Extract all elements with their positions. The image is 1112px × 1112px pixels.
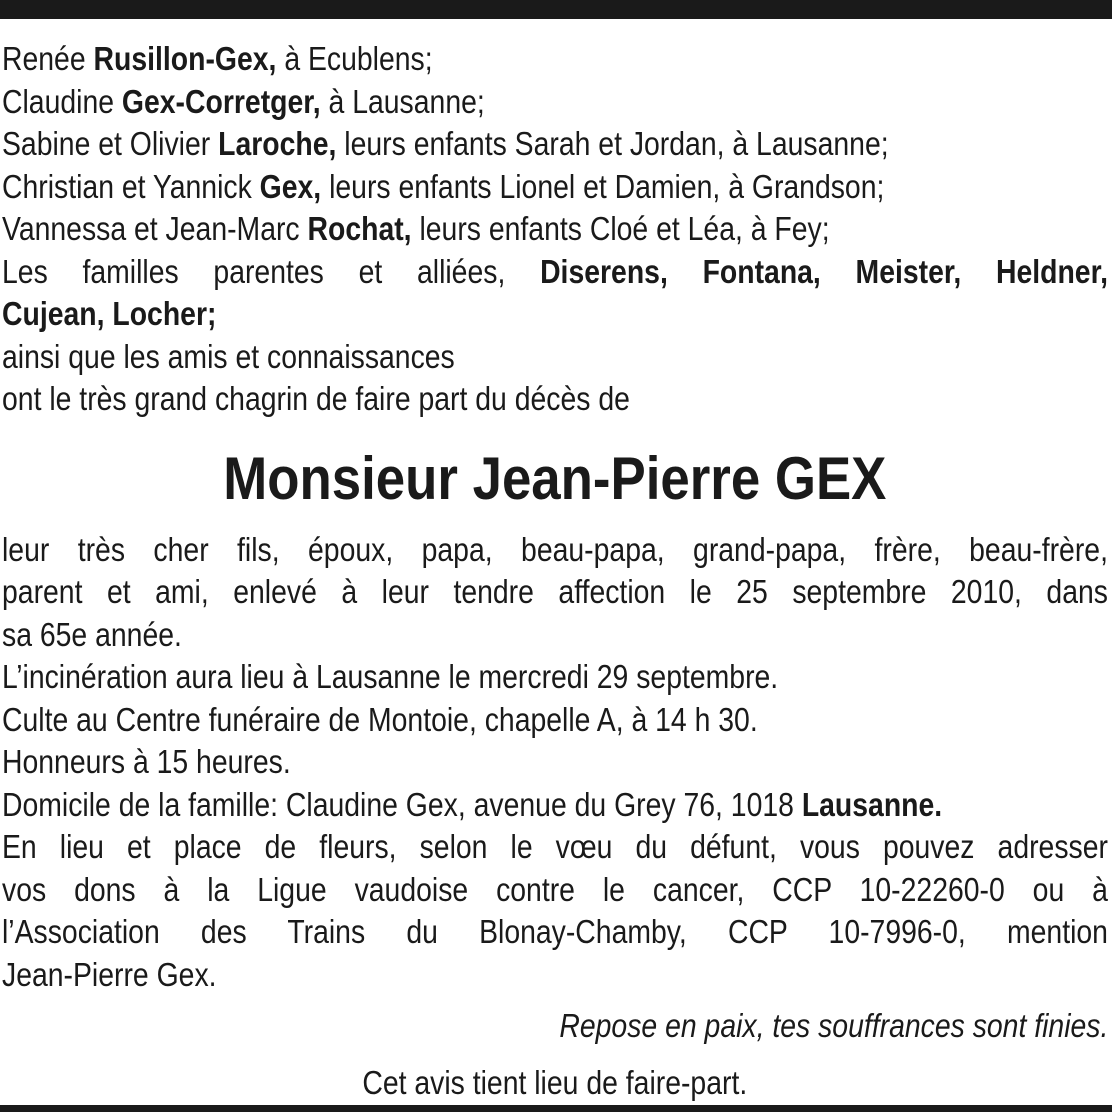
related-families-line: Les familles parentes et alliées, Diserens, Fontana, Meister, Heldner, [2, 252, 1108, 290]
body-line: leur très cher fils, époux, papa, beau-papa, grand-papa, frère, beau-frère, [2, 530, 1108, 568]
body-line: sa 65e année. [2, 615, 182, 653]
obituary-notice [2, 38, 1108, 1104]
donation-line: l’Association des Trains du Blonay-Chamby, CCP 10-7996-0, mention [2, 913, 1108, 950]
donation-line: Jean-Pierre Gex. [2, 955, 217, 993]
friends-line: ainsi que les amis et connaissances [2, 337, 455, 375]
service-line: Culte au Centre funéraire de Montoie, chapelle A, à 14 h 30. [2, 700, 758, 738]
donation-line: vos dons à la Ligue vaudoise contre le cancer, CCP 10-22260-0 ou à [2, 870, 1108, 908]
family-line: Claudine Gex-Corretger, à Lausanne; [2, 82, 485, 120]
family-address-line: Domicile de la famille: Claudine Gex, avenue du Grey 76, 1018 Lausanne. [2, 785, 943, 823]
deceased-name: Monsieur Jean-Pierre GEX [223, 444, 887, 512]
related-families-names: Cujean, Locher; [2, 295, 217, 332]
family-line: Christian et Yannick Gex, leurs enfants Lionel et Damien, à Grandson; [2, 167, 885, 205]
top-rule [0, 0, 1112, 19]
bottom-rule [0, 1105, 1112, 1112]
announce-line: ont le très grand chagrin de faire part du décès de [2, 380, 630, 417]
family-line: Renée Rusillon-Gex, à Ecublens; [2, 40, 433, 77]
body-line: parent et ami, enlevé à leur tendre affection le 25 septembre 2010, dans [2, 573, 1108, 610]
donation-line: En lieu et place de fleurs, selon le vœu du défunt, vous pouvez adresser [2, 828, 1108, 865]
notice-line: Cet avis tient lieu de faire-part. [362, 1063, 748, 1101]
family-line: Vannessa et Jean-Marc Rochat, leurs enfants Cloé et Léa, à Fey; [2, 210, 830, 247]
honours-line: Honneurs à 15 heures. [2, 743, 291, 780]
cremation-line: L’incinération aura lieu à Lausanne le mercredi 29 septembre. [2, 658, 779, 695]
closing-quote: Repose en paix, tes souffrances sont finies. [558, 1007, 1108, 1044]
family-line: Sabine et Olivier Laroche, leurs enfants Sarah et Jordan, à Lausanne; [2, 125, 889, 162]
